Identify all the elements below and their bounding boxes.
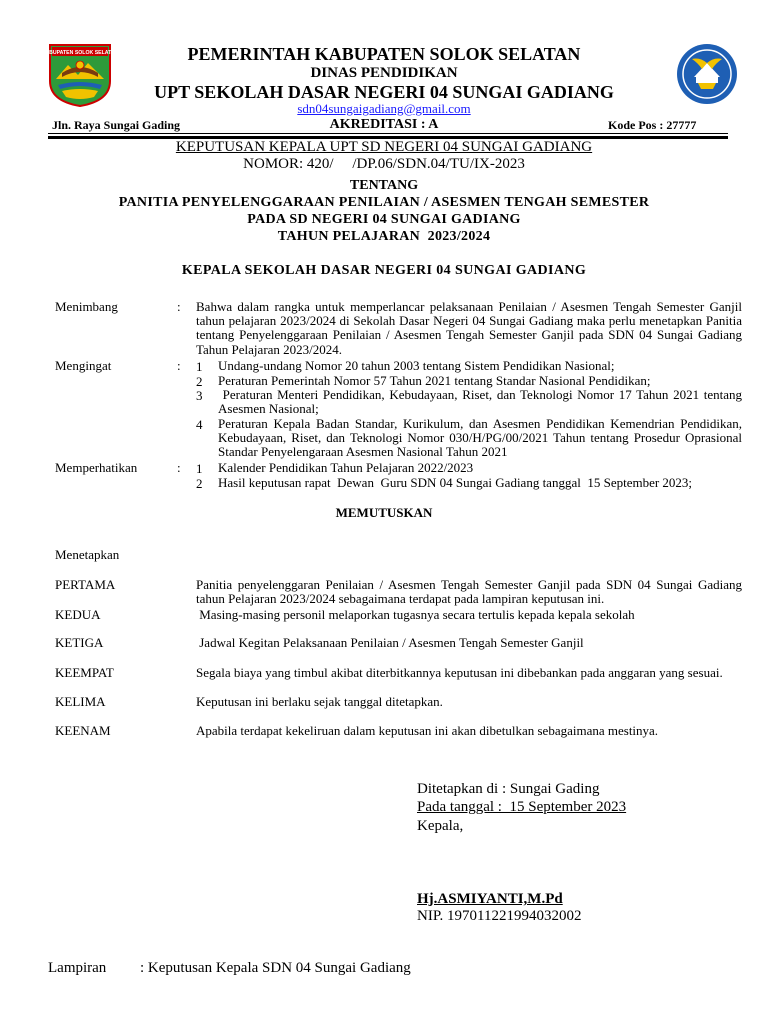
memperhatikan-item-text: Kalender Pendidikan Tahun Pelajaran 2022/2023	[218, 460, 474, 475]
crest-lettering: KABUPATEN SOLOK SELATAN	[41, 50, 119, 56]
decree-subject-line2: PADA SD NEGERI 04 SUNGAI GADIANG	[247, 212, 521, 227]
signature-place: Ditetapkan di : Sungai Gading	[417, 781, 600, 797]
school-name: UPT SEKOLAH DASAR NEGERI 04 SUNGAI GADIANG	[154, 82, 614, 102]
decree-authority: KEPALA SEKOLAH DASAR NEGERI 04 SUNGAI GADIANG	[181, 263, 587, 278]
decision-text: Segala biaya yang timbul akibat diterbitkannya keputusan ini dibebankan pada anggaran yang sesuai.	[196, 665, 723, 680]
signature-position: Kepala,	[417, 818, 464, 834]
decision-label: KEENAM	[55, 723, 111, 738]
mengingat-item-number: 1	[196, 359, 203, 374]
decision-text: Apabila terdapat kekeliruan dalam keputusan ini akan dibetulkan sebagaimana mestinya.	[196, 723, 659, 738]
memutuskan-heading: MEMUTUSKAN	[335, 505, 433, 520]
decision-label: KETIGA	[55, 635, 104, 650]
memperhatikan-item-text: Hasil keputusan rapat Dewan Guru SDN 04 Sungai Gadiang tanggal 15 September 2023;	[218, 475, 693, 490]
mengingat-item-text: Peraturan Kepala Badan Standar, Kurikulum, dan Asesmen Pendidikan Kemendrian Pendidikan, Kebudayaan, Riset, dan Teknologi Nomor 030/H/PG/00/2021 Tahun tentang Prosedur Oprasional Standar Penyelengaraan Asesmen Nasional Tahun 2021	[218, 416, 742, 460]
school-address: Jln. Raya Sungai Gading	[52, 118, 181, 132]
decree-subject-line1: PANITIA PENYELENGGARAAN PENILAIAN / ASESMEN TENGAH SEMESTER	[118, 195, 650, 210]
decision-text: Masing-masing personil melaporkan tugasnya secara tertulis kepada kepala sekolah	[196, 607, 635, 622]
email-link[interactable]: sdn04sungaigadiang@gmail.com	[297, 101, 471, 116]
postal-code: Kode Pos : 27777	[608, 118, 697, 132]
agency-name: DINAS PENDIDIKAN	[310, 65, 458, 81]
signatory-nip: NIP. 197011221994032002	[417, 908, 582, 924]
memperhatikan-item-number: 2	[196, 476, 203, 491]
mengingat-item-number: 4	[196, 417, 203, 432]
decision-text: Jadwal Kegitan Pelaksanaan Penilaian / Asesmen Tengah Semester Ganjil	[196, 635, 584, 650]
menetapkan-label: Menetapkan	[55, 547, 120, 562]
attachment-label: Lampiran	[48, 960, 107, 976]
menimbang-label: Menimbang	[55, 299, 118, 314]
government-name: PEMERINTAH KABUPATEN SOLOK SELATAN	[187, 44, 581, 64]
decree-title: KEPUTUSAN KEPALA UPT SD NEGERI 04 SUNGAI GADIANG	[175, 139, 593, 155]
memperhatikan-item-number: 1	[196, 461, 203, 476]
decree-number: NOMOR: 420/ /DP.06/SDN.04/TU/IX-2023	[243, 156, 525, 172]
accreditation: AKREDITASI : A	[329, 117, 439, 132]
attachment-text: : Keputusan Kepala SDN 04 Sungai Gadiang	[140, 960, 411, 976]
mengingat-item-number: 3	[196, 388, 203, 403]
memperhatikan-label: Memperhatikan	[55, 460, 138, 475]
mengingat-item-number: 2	[196, 374, 203, 389]
header-divider-thin	[48, 133, 728, 134]
decision-label: PERTAMA	[55, 577, 116, 592]
menimbang-text: Bahwa dalam rangka untuk memperlancar pelaksanaan Penilaian / Asesmen Tengah Semester Ganjil tahun pelajaran 2023/2024 di Sekolah Dasar Negeri 04 Sungai Gadiang maka perlu menetapkan Panitia tentang Penyelenggaraan Penilaian / Asesmen Tengah Semester Ganjil pada SDN 04 Sungai Gadiang Tahun Pelajaran 2023/2024.	[196, 299, 742, 357]
signature-date: Pada tanggal : 15 September 2023	[417, 799, 627, 815]
mengingat-label: Mengingat	[55, 358, 112, 373]
mengingat-item-text: Peraturan Pemerintah Nomor 57 Tahun 2021 tentang Standar Nasional Pendidikan;	[218, 373, 651, 388]
signatory-name: Hj.ASMIYANTI,M.Pd	[417, 891, 563, 907]
decision-text: Keputusan ini berlaku sejak tanggal ditetapkan.	[196, 694, 443, 709]
decision-label: KELIMA	[55, 694, 106, 709]
decision-label: KEDUA	[55, 607, 101, 622]
mengingat-item-text: Peraturan Menteri Pendidikan, Kebudayaan, Riset, dan Teknologi Nomor 17 Tahun 2021 tentang Asesmen Nasional;	[218, 387, 745, 417]
mengingat-item-text: Undang-undang Nomor 20 tahun 2003 tentang Sistem Pendidikan Nasional;	[218, 358, 615, 373]
mengingat-colon: :	[177, 358, 181, 373]
decree-subject-line3: TAHUN PELAJARAN 2023/2024	[277, 229, 491, 244]
menimbang-colon: :	[177, 299, 181, 314]
memperhatikan-colon: :	[177, 460, 181, 475]
tentang-heading: TENTANG	[349, 178, 419, 193]
decision-text: Panitia penyelenggaran Penilaian / Asesmen Tengah Semester Ganjil pada SDN 04 Sungai Gadiang tahun Pelajaran 2023/2024 sebagaimana terdapat pada lampiran keputusan ini.	[196, 577, 742, 607]
decision-label: KEEMPAT	[55, 665, 114, 680]
